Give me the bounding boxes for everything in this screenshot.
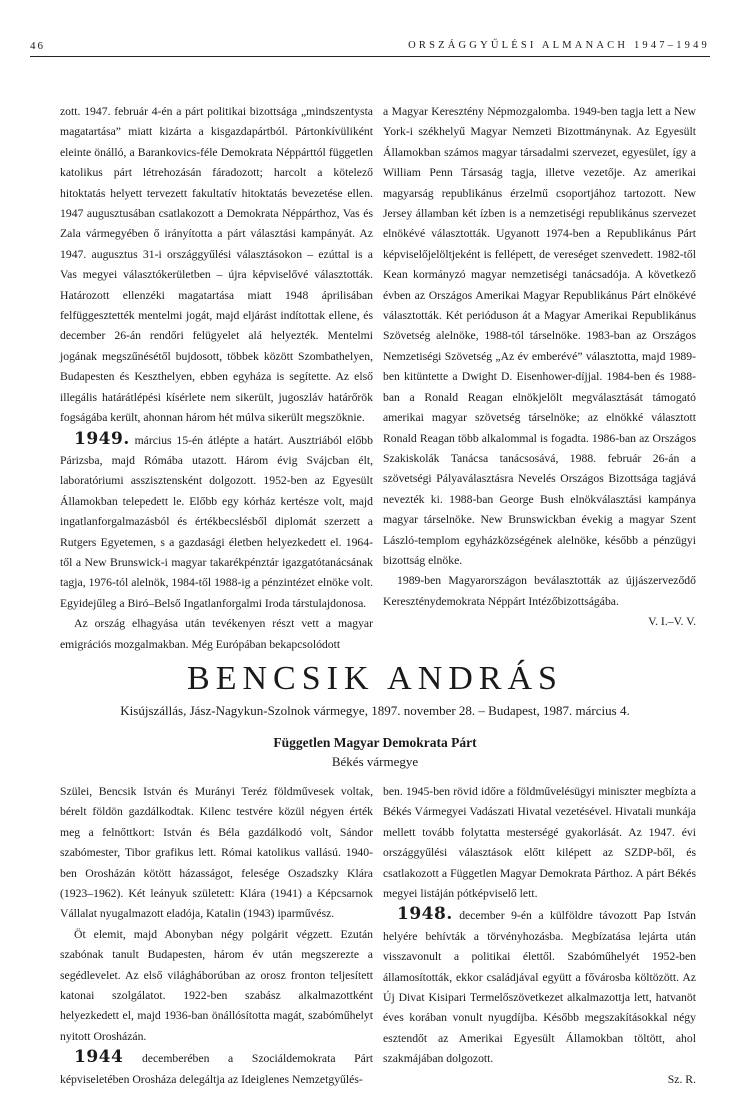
- entry2-left-paragraph-1: Szülei, Bencsik István és Murányi Teréz földművesek voltak, bérelt földön gazdálkodtak. Kilenc testvére közül négyen érték meg a felnőttkort: István és Béla gazdálkodó volt, Sándor szabómester, Tibor grafikus lett. Római katolikus vallású. 1940-ben Orosházán kötött házasságot, felesége Oszadszky Klára (1923–1962). Két leányuk született: Klára (1941) a Képcsarnok Vállalat nyugalmazott eladója, Katalin (1943) iparművész.: [60, 785, 373, 921]
- page-number: 46: [30, 40, 45, 52]
- entry2-right-paragraph-2-text: december 9-én a külföldre távozott Pap István helyére behívták a törvényhozásba. Megbízatása lejárta után visszavonult a politikai élettől. Szabóműhelyét 1952-ben államosították, ekkor családjával együtt a fővárosba költözött. Az Új Divat Kisipari Termelőszövetkezet alkalmazottja lett, hatvanöt éves korában vonult nyugdíjba. Később megszakításokkal négy esztendőt az Amerikai Egyesült Államokban töltött, ahol szakmájában dolgozott.: [383, 909, 696, 1066]
- book-title: ORSZÁGGYŰLÉSI ALMANACH 1947–1949: [408, 40, 710, 51]
- entry2-name: BENCSIK ANDRÁS: [187, 660, 563, 697]
- entry2-county: Békés vármegye: [331, 754, 419, 769]
- entry2-right-paragraph-1: ben. 1945-ben rövid időre a földművelésügyi miniszter megbízta a Békés Vármegyei Vadászati Hivatal vezetésével. Hivatali munkája mellett tovább folytatta mesterségé gyakorlását. Az 1947. évi országgyűlési választások előtt kilépett az SZDP-ből, és csatlakozott a Független Magyar Demokrata Párthoz. A párt Békés megyei listáján pótképviselő lett.: [383, 785, 696, 901]
- entry2-right-column: [383, 782, 696, 1090]
- entry2-left-paragraph-2: Öt elemit, majd Abonyban négy polgárit végzett. Ezután szabónak tanult Budapesten, három év után megszerezte a segédlevelet. Az első világháborúban az orosz fronton teljesített katonai szolgálatot. 1922-ben szabász alkalmazottként helyezkedett el, majd 1936-ban önállósította magát, szabóműhelyt nyitott Orosházán.: [60, 927, 373, 1043]
- entry1-signature: V. I.–V. V.: [648, 615, 696, 629]
- entry1-left-paragraph-3: Az ország elhagyása után tevékenyen részt vett a magyar emigrációs mozgalmakban. Még Európában bekapcsolódott: [60, 617, 373, 651]
- entry2-signature: Sz. R.: [667, 1072, 696, 1086]
- entry2-party: Független Magyar Demokrata Párt: [273, 735, 477, 750]
- entry1-right-column: [383, 102, 696, 633]
- entry1-left-paragraph-2-text: március 15-én átlépte a határt. Ausztriából előbb Párizsba, majd Rómába utazott. Három évig Svájcban élt, laboratóriumi asszisztensként dolgozott. 1952-ben az Egyesült Államokban telepedett le. Előbb egy kórház kertésze volt, majd ingatlanforgalmazásból és értékbecslésből diplomát szerzett a Rutgers Egyetemen, s a gazdasági életben helyezkedett el. 1964-től a New Brunswick-i magyar takarékpénztár igazgatótanácsának tagja, 1976-tól alelnök, 1984-től 1988-ig a pénzintézet elnöke volt. Egyidejűleg a Biró–Belső Ingatlanforgalmi Iroda társtulajdonosa.: [60, 433, 373, 610]
- entry2-birth-death: Kisújszállás, Jász-Nagykun-Szolnok vármegye, 1897. november 28. – Budapest, 1987. március 4.: [120, 703, 630, 718]
- entry1-left-paragraph-2: [60, 429, 373, 615]
- year-marker-1944: 1944: [74, 1047, 124, 1068]
- entry1-left-column: [60, 102, 373, 655]
- running-head: [30, 40, 710, 57]
- entry1-left-paragraph-1: zott. 1947. február 4-én a párt politikai bizottsága „mindszentysta magatartása” miatt kizárta a kisgazdapártból. Pártonkívüliként eleinte önálló, a Barankovics-féle Demokrata Néppárttól független katolikus párt létrehozásán fáradozott; harcolt a kötelező hitoktatás helyett tervezett fakultatív hitoktatás bevezetése ellen. 1947 augusztusában csatlakozott a Demokrata Néppárthoz, Vas és Zala vármegyében ő irányította a párt választási kampányát. Az 1947. augusztus 31-i országgyűlési választásokon – ezúttal is a Vas megyei választókerületben – újra képviselővé választották. Határozott ellenzéki magatartása miatt 1948 áprilisában felfüggesztették mentelmi jogát, majd eljárást indítottak ellene, és december 26-án rendőri felügyelet alá helyezték. Mentelmi jogának megszűnésétől bujdosott, többek között Szombathelyen, Budapesten és Keszthelyen, ebben egyháza is segítette. Az első illegális határátlépési kísérlete nem sikerült, jugoszláv határőrök fogságába került, ahonnan három hét múlva sikerült megszöknie.: [60, 105, 373, 425]
- entry2-left-paragraph-3-text: decemberében a Szociáldemokrata Párt képviseletében Orosháza delegáltja az Ideiglenes Nemzetgyűlés-: [60, 1052, 373, 1086]
- entry2-right-paragraph-2: [383, 904, 696, 1069]
- entry1-right-paragraph-1: a Magyar Keresztény Népmozgalomba. 1949-ben tagja lett a New York-i székhelyű Magyar Nemzeti Bizottmánynak. Az Egyesült Államokban számos magyar társadalmi szervezet, egyesület, így a William Penn Társaság tagja, illetve vezetője. Az amerikai magyarság republikánus érzelmű csoportjához tartozott. New Jersey államban két ízben is a nemzetiségi republikánus szervezet elnökévé választották. Ugyanott 1974-ben a Republikánus Párt képviselőjelöltjeként is fellépett, de vereséget szenvedett. 1982-től Kean kormányzó magyar nemzetiségi tanácsadója. A következő évben az Országos Amerikai Magyar Republikánus Párt elnökévé választották. Két perióduson át a Magyar Amerikai Republikánus Szövetség alelnöke, 1988-tól társelnöke. 1983-ban az Országos Nemzetiségi Szövetség „Az év emberévé” választotta, majd 1989-ben kitüntette a Dwight D. Eisenhower-díjjal. 1984-ben és 1988-ban a Ronald Reagan elnökjelölt megválasztását támogató amerikai magyar szövetség társelnöke; az elnökké választott Ronald Reagan több alkalommal is fogadta. 1986-ban az Országos Szakiskolák Tanácsa tanácsosává, 1988. február 26-án a szövetségi Pályaválasztásra Nevelés Országos Bizottsága tagjává nevezték ki. 1988-ban George Bush elnökválasztási kampánya magyar társelnöke. New Brunswickban évekig a magyar Szent László-templom egyházközségének alelnöke, később a pénzügyi bizottság elnöke.: [383, 105, 696, 567]
- entry2-left-column: [60, 782, 373, 1090]
- year-marker-1948: 1948.: [397, 904, 453, 925]
- year-marker-1949: 1949.: [74, 428, 130, 449]
- entry2-left-paragraph-3: [60, 1047, 373, 1090]
- entry1-right-paragraph-2: 1989-ben Magyarországon beválasztották az újjászerveződő Kereszténydemokrata Néppárt Intézőbizottságába.: [383, 574, 696, 608]
